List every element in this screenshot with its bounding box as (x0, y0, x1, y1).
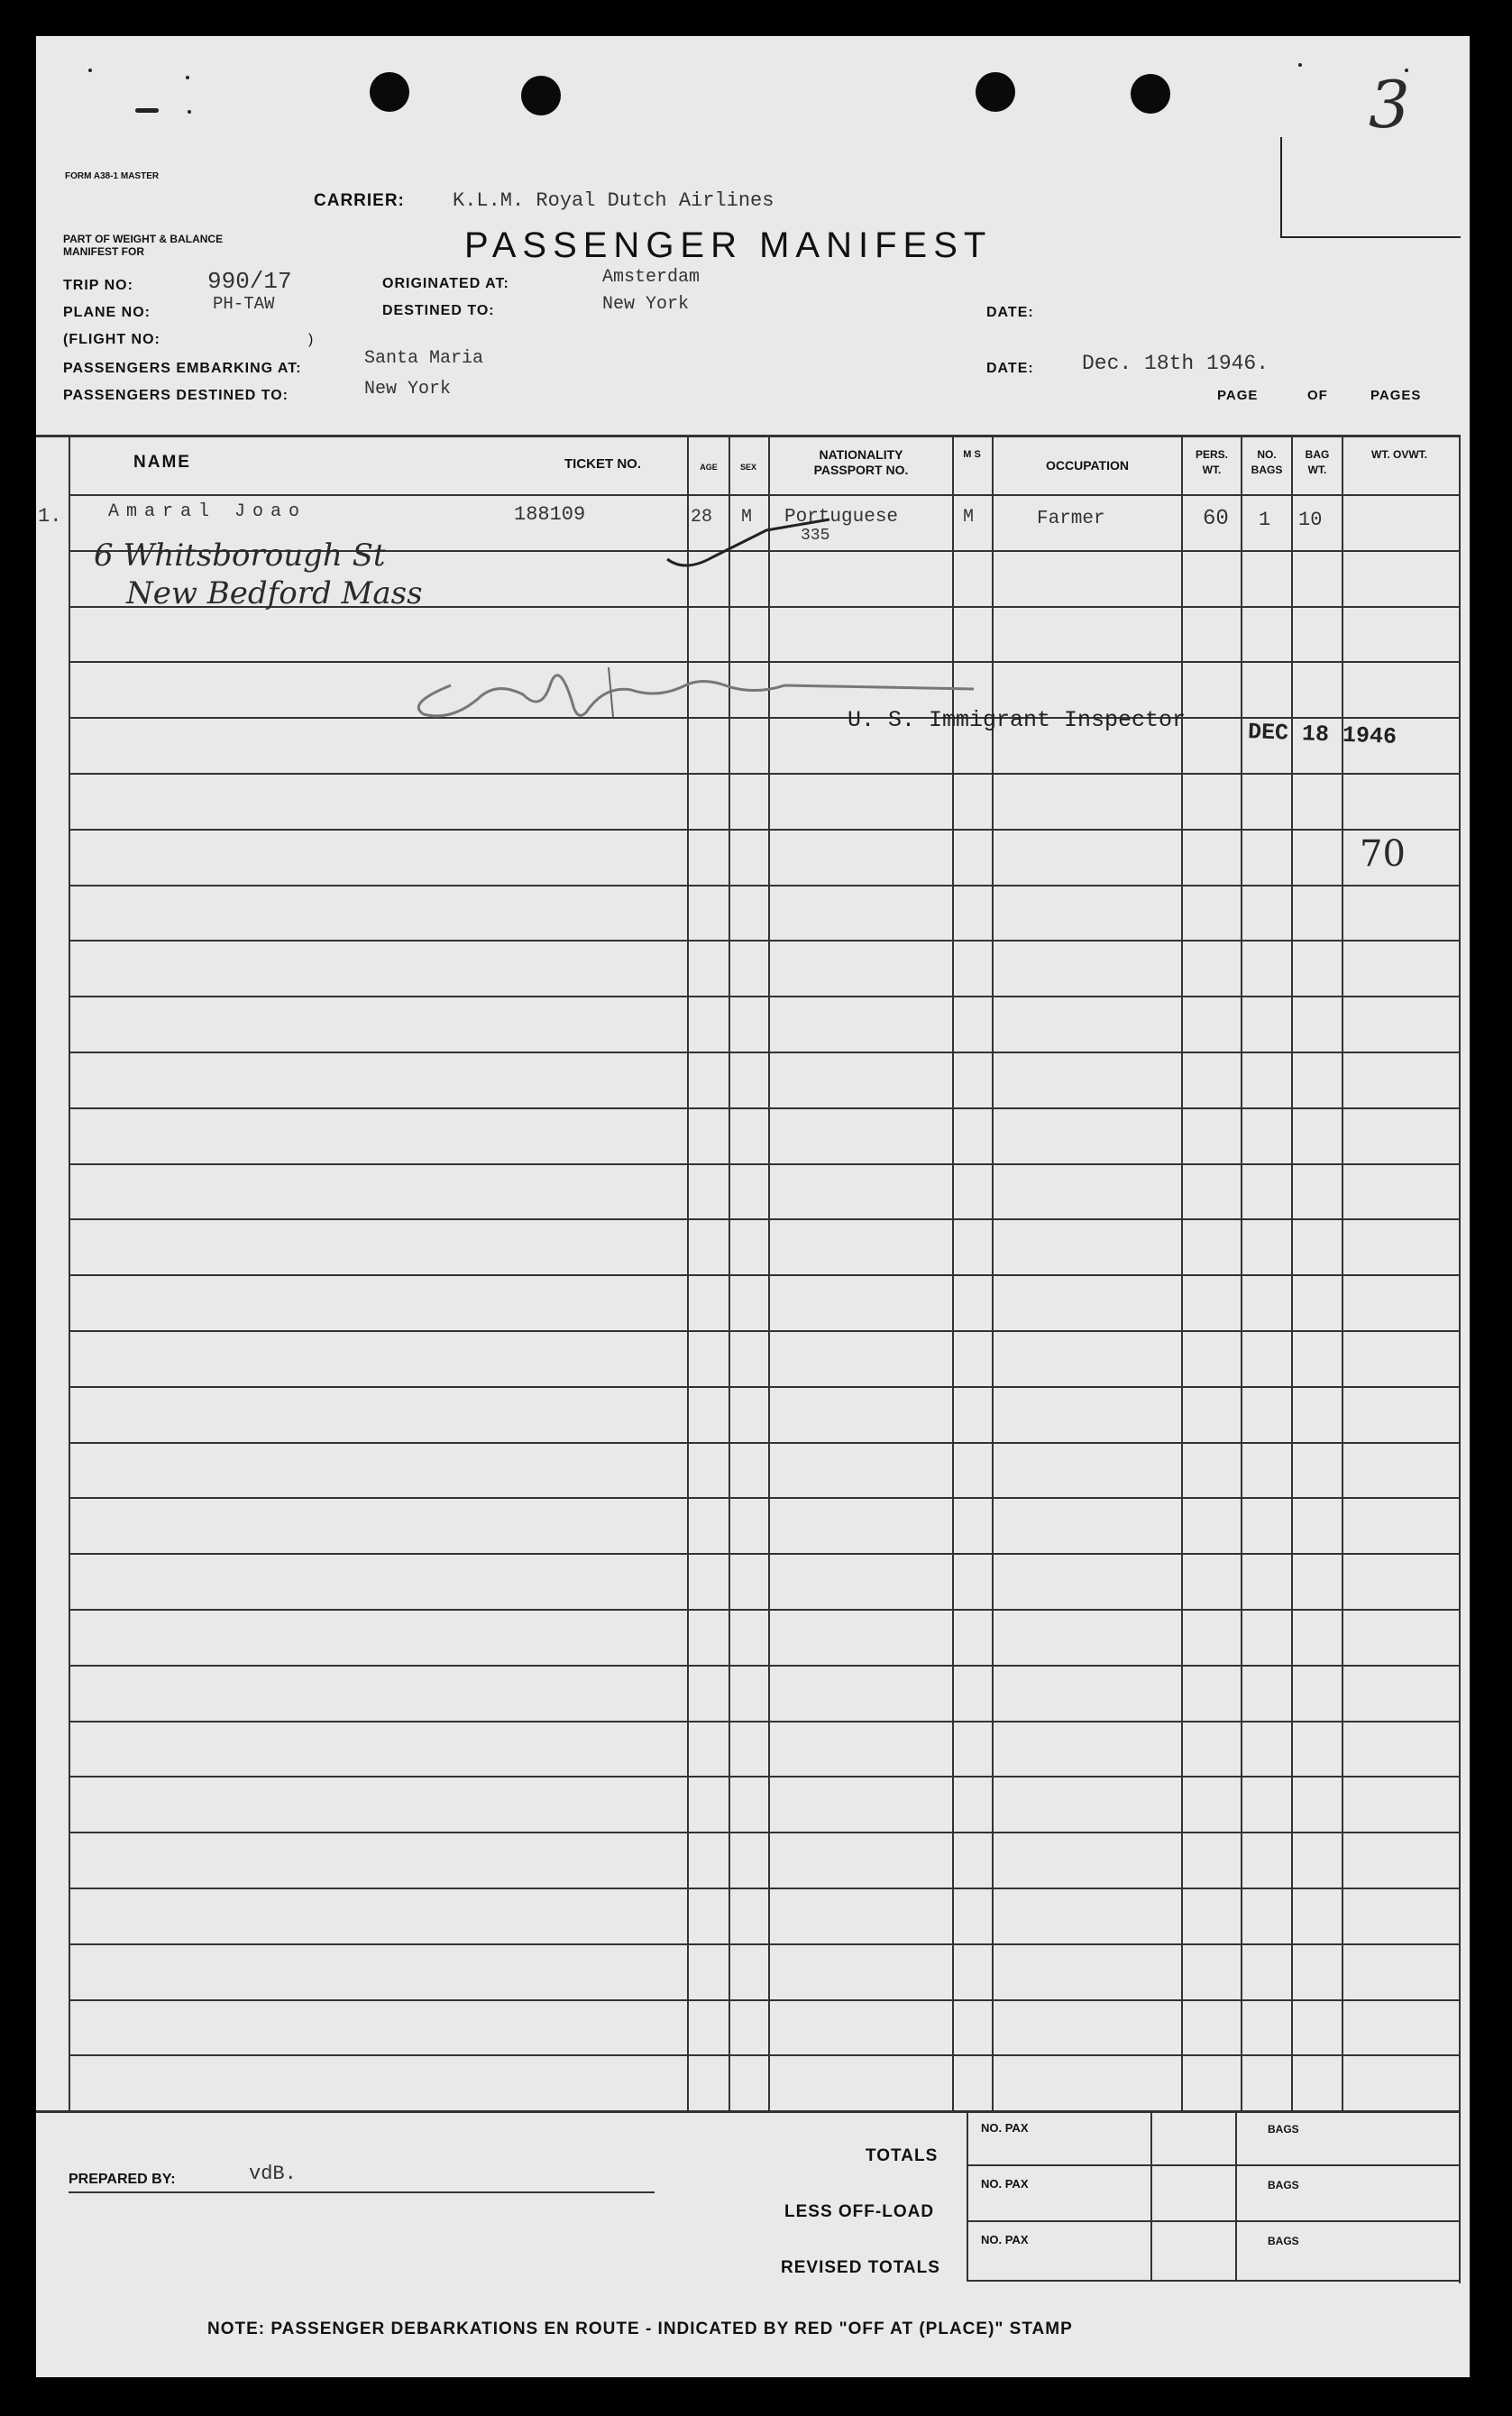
inspector-text: U. S. Immigrant Inspector (848, 707, 1187, 733)
table-row-line (69, 1163, 1461, 1165)
table-row-line (69, 1107, 1461, 1109)
passenger-table (36, 36, 1470, 2377)
embarking-label: PASSENGERS EMBARKING AT: (63, 361, 302, 376)
originated-label: ORIGINATED AT: (382, 276, 509, 291)
trip-label: TRIP NO: (63, 278, 133, 293)
table-row-line (69, 1052, 1461, 1053)
trip-value: 990/17 (207, 268, 292, 295)
col-sex: SEX (739, 463, 756, 472)
entry-sex: M (741, 507, 753, 528)
entry-passport: 335 (801, 527, 830, 545)
totals-label: TOTALS (866, 2146, 939, 2165)
table-row-line (69, 1442, 1461, 1444)
page-label: PAGE (1217, 388, 1259, 403)
table-row-line (69, 885, 1461, 886)
table-row-line (69, 1888, 1461, 1889)
destined-value: New York (602, 294, 690, 315)
entry-number: 1. (38, 505, 62, 528)
manifest-sheet: 3 FORM A38-1 MASTER PART OF WEIGHT & BALANCE MANIFEST FOR CARRIER: K.L.M. Royal Dutch Airlines PASSENGER MANIFEST TRIP NO: 990/17 PLANE NO: PH-TAW (FLIGHT NO: ) ORIGINATED AT: Amsterdam DESTINED TO: New York DATE: PASSENGERS EMBARKING AT: Santa Maria PASSENGERS DESTINED TO: New York DATE: Dec. 18th 1946. PAGE OF PAGES NAME TICKET NO. AGE SEX NATIONALITY PASSPORT NO. M S OCCUPATION PERS. WT. NO. BAGS BAG WT. WT. OVWT. 1. Amaral Joao 188109 28 M Portuguese 335 M Farmer 60 1 10 6 Whitsborough St New Bedford Mass U. S. Immigrant Inspector DEC 18 1946 70 PREPARED BY: vdB. TOTALS LESS OFF-LOAD REVISED TOTALS NO. PAX NO. PAX NO. PAX BAGS BAGS BAGS NOTE: PASSENGER DEBARKATIONS EN ROUTE - INDICATED BY RED "OFF AT (PLACE)" STAMP (36, 36, 1470, 2377)
date-label: DATE: (986, 305, 1034, 320)
col-ms: M S (963, 449, 981, 460)
date2-value: Dec. 18th 1946. (1082, 352, 1269, 375)
col-nationality: NATIONALITY PASSPORT NO. (813, 447, 909, 477)
entry-address-2: New Bedford Mass (126, 575, 423, 611)
part-of-label: PART OF WEIGHT & BALANCE MANIFEST FOR (63, 233, 224, 258)
prepared-by-value: vdB. (249, 2163, 297, 2185)
destined-label: DESTINED TO: (382, 303, 495, 318)
table-row-line (69, 1665, 1461, 1667)
originated-value: Amsterdam (602, 267, 701, 288)
table-row-line (69, 1274, 1461, 1276)
destined-pax-value: New York (364, 379, 452, 400)
embarking-value: Santa Maria (364, 348, 484, 369)
destined-pax-label: PASSENGERS DESTINED TO: (63, 388, 289, 403)
table-row-line (69, 1218, 1461, 1220)
plane-label: PLANE NO: (63, 305, 151, 320)
entry-bag-wt: 10 (1298, 509, 1323, 531)
table-row-line (69, 996, 1461, 997)
date2-label: DATE: (986, 361, 1034, 376)
entry-age: 28 (691, 507, 713, 528)
entry-pers-wt: 60 (1203, 507, 1229, 531)
check-mark (658, 514, 838, 586)
margin-note: 70 (1360, 833, 1406, 875)
manifest-title: PASSENGER MANIFEST (464, 225, 993, 265)
no-pax-label-1: NO. PAX (981, 2121, 1029, 2135)
table-row-line (69, 940, 1461, 942)
table-row-line (69, 1553, 1461, 1555)
bags-label-3: BAGS (1268, 2235, 1299, 2247)
table-row-line (69, 829, 1461, 831)
table-row-line (69, 773, 1461, 775)
of-label: OF (1307, 388, 1328, 403)
carrier-value: K.L.M. Royal Dutch Airlines (453, 189, 774, 212)
entry-address-1: 6 Whitsborough St (94, 537, 386, 574)
bags-label-1: BAGS (1268, 2123, 1299, 2136)
page-number: 3 (1369, 67, 1410, 142)
carrier-label: CARRIER: (314, 191, 405, 210)
table-row-line (69, 1943, 1461, 1945)
pages-label: PAGES (1370, 388, 1422, 403)
table-row-line (69, 1999, 1461, 2001)
prepared-by-label: PREPARED BY: (69, 2172, 176, 2187)
col-ticket: TICKET NO. (564, 456, 641, 472)
plane-value: PH-TAW (213, 294, 275, 314)
col-occupation: OCCUPATION (1045, 458, 1130, 473)
col-bag-wt: BAG WT. (1305, 448, 1330, 476)
no-pax-label-2: NO. PAX (981, 2177, 1029, 2191)
form-id: FORM A38-1 MASTER (65, 171, 160, 181)
col-name: NAME (133, 453, 191, 472)
table-row-line (69, 1497, 1461, 1499)
revised-label: REVISED TOTALS (781, 2258, 940, 2277)
table-row-line (69, 1776, 1461, 1778)
flight-label: (FLIGHT NO: (63, 332, 160, 347)
entry-nationality: Portuguese (784, 507, 899, 528)
table-row-line (69, 2054, 1461, 2056)
entry-name: Amaral Joao (108, 501, 307, 522)
entry-ms: M (963, 507, 975, 528)
table-row-line (69, 1386, 1461, 1388)
inspector-stamp: DEC 18 1946 (1247, 719, 1397, 750)
no-pax-label-3: NO. PAX (981, 2233, 1029, 2246)
bags-label-2: BAGS (1268, 2179, 1299, 2191)
col-wt-ovwt: WT. OVWT. (1371, 448, 1427, 461)
table-row-line (69, 1832, 1461, 1833)
col-no-bags: NO. BAGS (1251, 448, 1283, 476)
entry-ticket: 188109 (514, 503, 586, 526)
footer-note: NOTE: PASSENGER DEBARKATIONS EN ROUTE - INDICATED BY RED "OFF AT (PLACE)" STAMP (207, 2320, 1073, 2338)
table-row-line (69, 1330, 1461, 1332)
less-label: LESS OFF-LOAD (784, 2202, 935, 2221)
col-pers-wt: PERS. WT. (1195, 448, 1228, 476)
entry-occupation: Farmer (1037, 509, 1105, 529)
entry-no-bags: 1 (1259, 509, 1271, 531)
table-row-line (69, 1609, 1461, 1611)
table-row-line (69, 1721, 1461, 1722)
col-age: AGE (700, 463, 718, 472)
